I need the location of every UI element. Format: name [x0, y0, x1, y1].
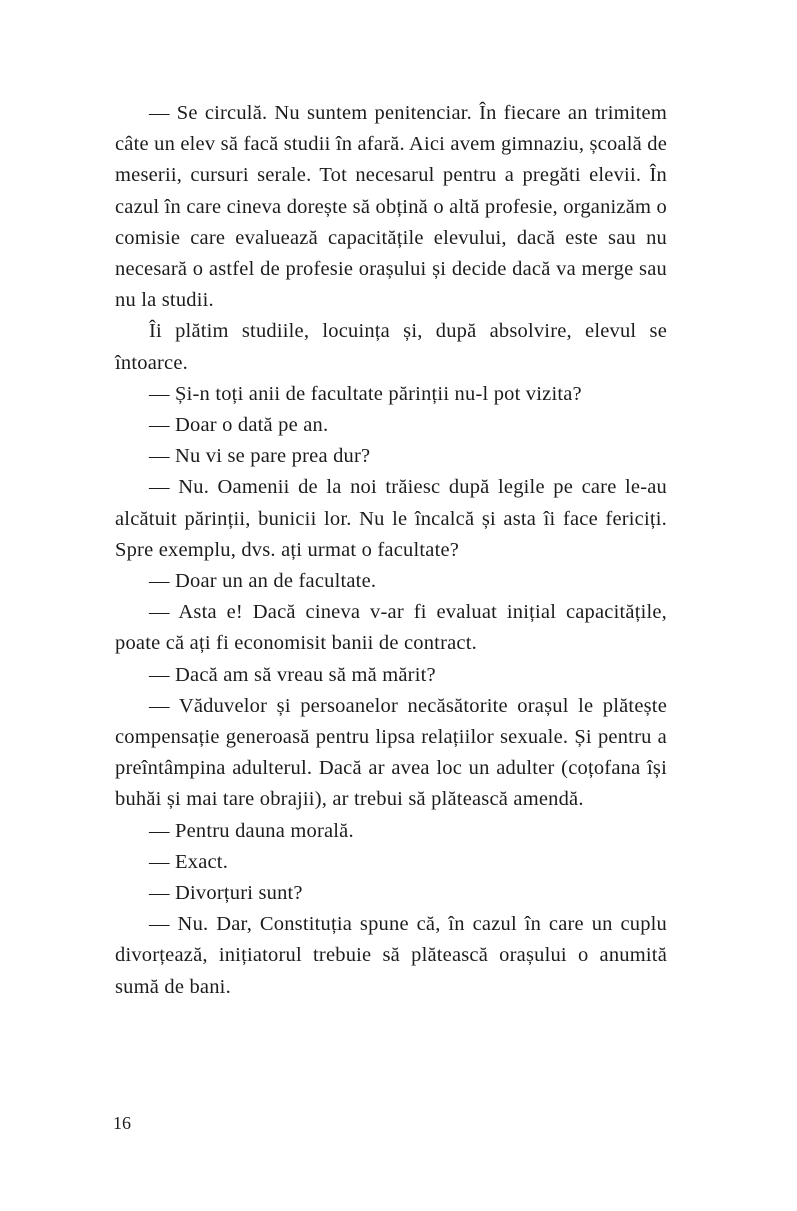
paragraph: — Nu vi se pare prea dur? [149, 445, 371, 468]
paragraph: — Divorțuri sunt? [149, 882, 303, 905]
page-number: 16 [113, 1113, 131, 1133]
paragraph: — Doar o dată pe an. [149, 414, 329, 437]
paragraph: — Nu. Dar, Constituția spune că, în cazul în care un cuplu divorțează, inițiatorul trebuie să plătească orașului o anumită sumă de bani. [115, 913, 667, 998]
paragraph: — Pentru dauna morală. [149, 819, 354, 842]
paragraph: — Și-n toți anii de facultate părinții nu-l pot vizita? [149, 382, 582, 405]
paragraph: Îi plătim studiile, locuința și, după absolvire, elevul se întoarce. [115, 320, 667, 374]
paragraph: — Asta e! Dacă cineva v-ar fi evaluat inițial capacitățile, poate că ați fi economisit banii de contract. [115, 601, 667, 655]
paragraph: — Nu. Oamenii de la noi trăiesc după legile pe care le-au alcătuit părinții, bunicii lor. Nu le încalcă și asta îi face fericiți. Spre exemplu, dvs. ați urmat o facultate? [115, 476, 667, 561]
paragraph: — Exact. [149, 850, 229, 873]
paragraph: — Dacă am să vreau să mă mărit? [149, 663, 436, 686]
paragraph: — Se circulă. Nu suntem penitenciar. În fiecare an trimitem câte un elev să facă studii în afară. Aici avem gimnaziu, școală de meserii, cursuri serale. Tot necesarul pentru a pregăti elevii. În cazul în care cineva dorește să obțină o altă profesie, organizăm o comisie care evaluează capacitățile elevului, dacă este sau nu necesară o astfel de profesie orașului și decide dacă va merge sau nu la studii. [115, 102, 667, 312]
paragraph: — Văduvelor și persoanelor necăsătorite orașul le plătește compensație generoasă pentru lipsa relațiilor sexuale. Și pentru a preîntâmpina adulterul. Dacă ar avea loc un adulter (coțofana își buhăi și mai tare obrajii), ar trebui să plătească amendă. [115, 694, 667, 811]
paragraph: — Doar un an de facultate. [149, 570, 377, 593]
body-text [115, 98, 667, 1003]
